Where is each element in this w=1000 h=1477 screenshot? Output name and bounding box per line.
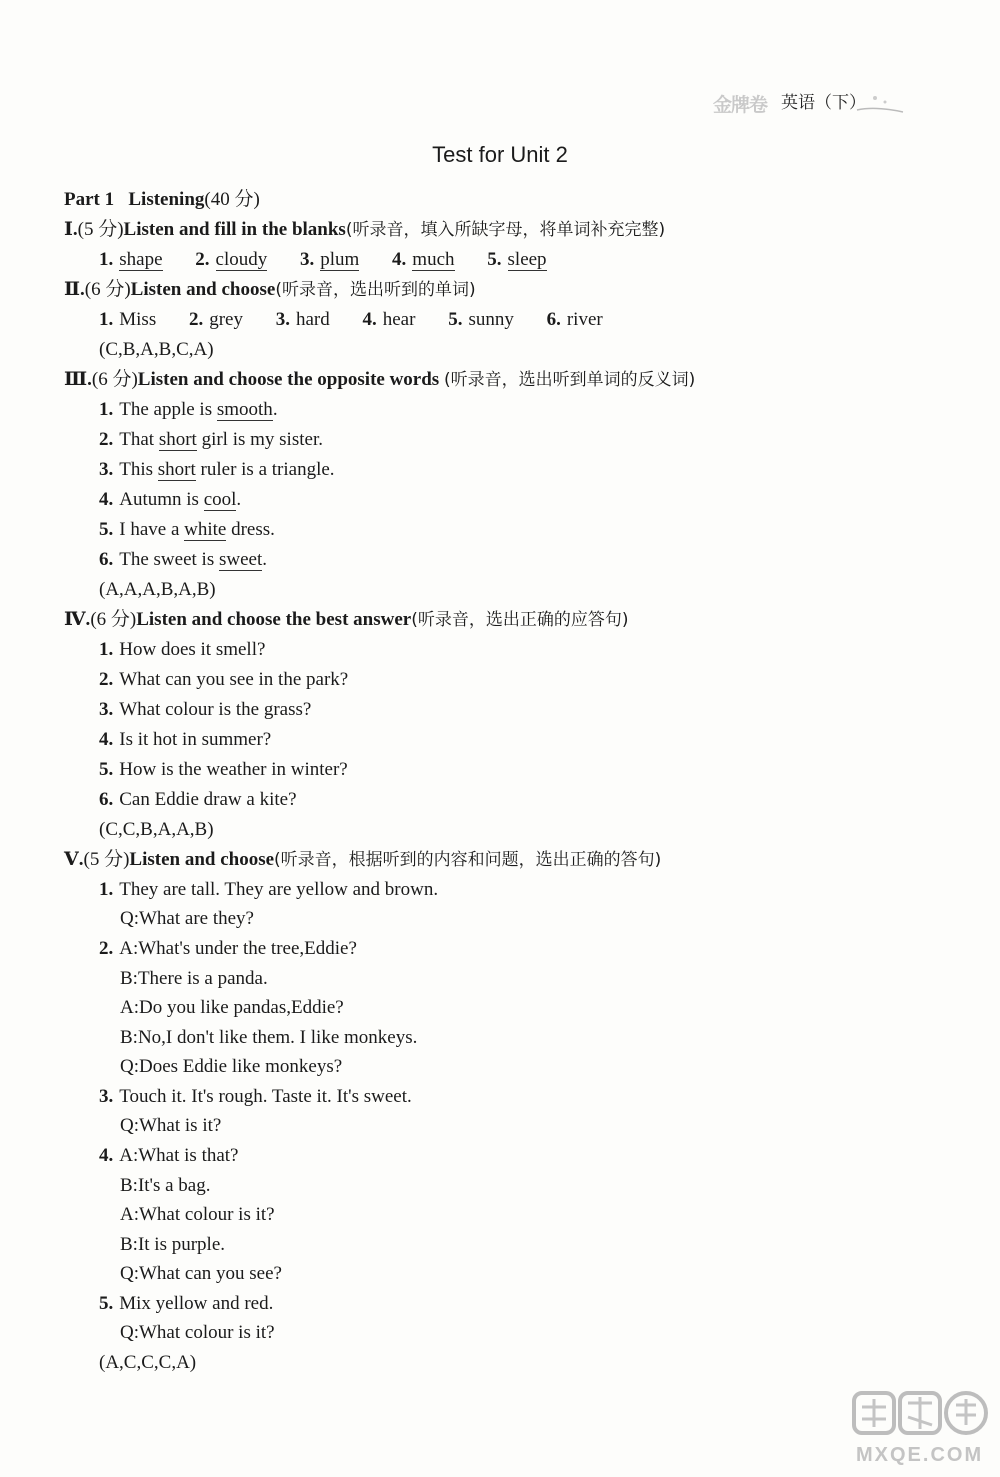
watermark-logo-icon bbox=[852, 1389, 990, 1469]
word-item: 1. Miss bbox=[99, 309, 157, 330]
list-item: 3. This short ruler is a triangle. bbox=[99, 459, 335, 480]
section-5-answer: (A,C,C,C,A) bbox=[99, 1352, 197, 1373]
page-title: Test for Unit 2 bbox=[432, 142, 568, 167]
list-item: 6. Can Eddie draw a kite? bbox=[99, 789, 297, 810]
part1-heading: Part 1 Listening(40 分) bbox=[64, 189, 260, 210]
dialogue-line: B:It is purple. bbox=[120, 1234, 226, 1255]
section-3-heading: Ⅲ.(6 分)Listen and choose the opposite words (听录音，选出听到单词的反义词) bbox=[64, 369, 696, 390]
page-header bbox=[705, 86, 905, 118]
list-item: 2. What can you see in the park? bbox=[99, 669, 349, 690]
word-item: 1. shape bbox=[99, 249, 163, 270]
dialogue-line: B:There is a panda. bbox=[120, 968, 268, 989]
list-item: 5. Mix yellow and red. bbox=[99, 1293, 274, 1314]
word-item: 2. grey bbox=[188, 309, 243, 330]
list-item: 4. Is it hot in summer? bbox=[99, 729, 272, 750]
list-item: 1. They are tall. They are yellow and brown. bbox=[99, 879, 439, 900]
list-item: 6. The sweet is sweet. bbox=[99, 549, 267, 570]
question-line: Q:Does Eddie like monkeys? bbox=[120, 1056, 343, 1077]
list-item: 5. I have a white dress. bbox=[99, 519, 275, 540]
section-2-answer: (C,B,A,B,C,A) bbox=[99, 339, 214, 360]
list-item: 3. Touch it. It's rough. Taste it. It's sweet. bbox=[99, 1086, 412, 1107]
header-decor: 金牌卷 bbox=[713, 95, 768, 116]
section-5-heading: Ⅴ.(5 分)Listen and choose(听录音，根据听到的内容和问题，选出正确的答句) bbox=[64, 849, 662, 870]
question-line: Q:What colour is it? bbox=[120, 1322, 275, 1343]
list-item: 4. Autumn is cool. bbox=[99, 489, 242, 510]
word-item: 5. sunny bbox=[448, 309, 514, 330]
dialogue-line: B:It's a bag. bbox=[120, 1175, 211, 1196]
svg-text:MXQE.COM: MXQE.COM bbox=[856, 1444, 984, 1466]
question-line: Q:What are they? bbox=[120, 908, 254, 929]
word-item: 2. cloudy bbox=[195, 249, 268, 270]
dialogue-line: A:What colour is it? bbox=[120, 1204, 275, 1225]
list-item: 1. How does it smell? bbox=[99, 639, 266, 660]
header-subject: 英语（下） bbox=[781, 93, 866, 113]
section-2-heading: Ⅱ.(6 分)Listen and choose(听录音，选出听到的单词) bbox=[64, 279, 476, 300]
word-item: 3. plum bbox=[299, 249, 360, 270]
list-item: 1. The apple is smooth. bbox=[99, 399, 278, 420]
word-item: 4. hear bbox=[362, 309, 416, 330]
section-3-answer: (A,A,A,B,A,B) bbox=[99, 579, 216, 600]
swoosh-icon bbox=[855, 92, 905, 114]
list-item: 5. How is the weather in winter? bbox=[99, 759, 348, 780]
dialogue-line: B:No,I don't like them. I like monkeys. bbox=[120, 1027, 418, 1048]
word-item: 3. hard bbox=[275, 309, 330, 330]
section-2-words bbox=[99, 308, 631, 332]
word-item: 5. sleep bbox=[487, 249, 547, 270]
question-line: Q:What is it? bbox=[120, 1115, 222, 1136]
question-line: Q:What can you see? bbox=[120, 1263, 282, 1284]
list-item: 2. A:What's under the tree,Eddie? bbox=[99, 938, 357, 959]
word-item: 4. much bbox=[392, 249, 455, 270]
section-1-heading: Ⅰ.(5 分)Listen and fill in the blanks(听录音，填入所缺字母，将单词补充完整) bbox=[64, 219, 666, 240]
dialogue-line: A:Do you like pandas,Eddie? bbox=[120, 997, 344, 1018]
section-4-answer: (C,C,B,A,A,B) bbox=[99, 819, 214, 840]
section-4-heading: Ⅳ.(6 分)Listen and choose the best answer(听录音，选出正确的应答句) bbox=[64, 609, 629, 630]
word-item: 6. river bbox=[546, 309, 603, 330]
list-item: 2. That short girl is my sister. bbox=[99, 429, 323, 450]
section-1-words bbox=[99, 248, 575, 272]
list-item: 3. What colour is the grass? bbox=[99, 699, 312, 720]
list-item: 4. A:What is that? bbox=[99, 1145, 239, 1166]
